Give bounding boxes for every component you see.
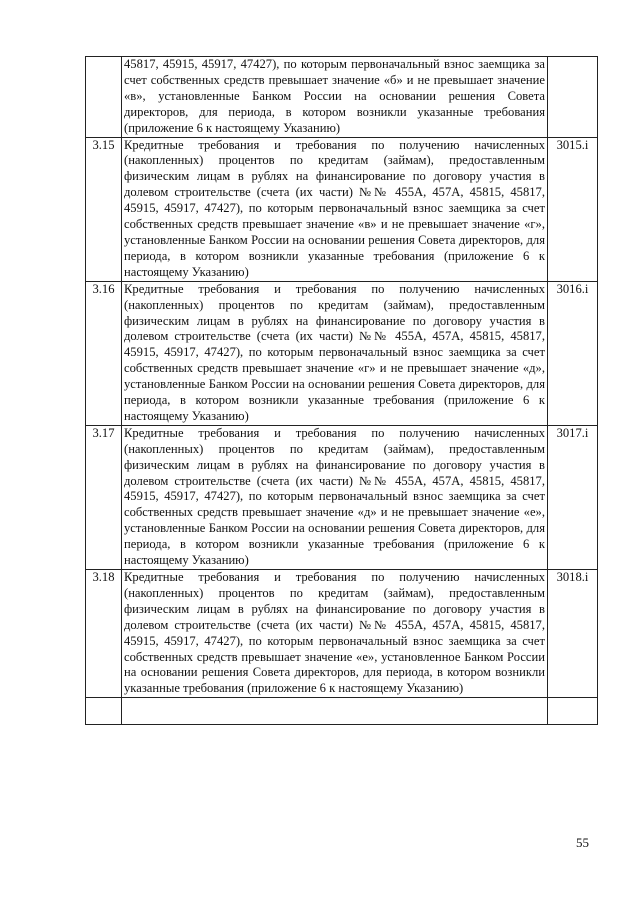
row-code: 3017.i bbox=[548, 425, 598, 569]
row-description: Кредитные требования и требования по получению начисленных (накопленных) процентов по кредитам (займам), предоставленным физическим лицам в рублях на финансирование по договору участия в долевом строительстве (счета (их части) №№ 455А, 457А, 45815, 45817, 45915, 45917, 47427), по которым первоначальный взнос заемщика за счет собственных средств превышает значение «г» и не превышает значение «д», установленные Банком России на основании решения Совета директоров, для периода, в котором возникли указанные требования (приложение 6 к настоящему Указанию) bbox=[122, 281, 548, 425]
row-description: Кредитные требования и требования по получению начисленных (накопленных) процентов по кредитам (займам), предоставленным физическим лицам в рублях на финансирование по договору участия в долевом строительстве (счета (их части) №№ 455А, 457А, 45815, 45817, 45915, 45917, 47427), по которым первоначальный взнос заемщика за счет собственных средств превышает значение «е», установленное Банком России на основании решения Совета директоров, для периода, в котором возникли указанные требования (приложение 6 к настоящему Указанию) bbox=[122, 570, 548, 698]
page-number: 55 bbox=[576, 835, 589, 850]
table-row bbox=[86, 281, 598, 425]
table-empty-row bbox=[86, 698, 598, 725]
row-description: Кредитные требования и требования по получению начисленных (накопленных) процентов по кредитам (займам), предоставленным физическим лицам в рублях на финансирование по договору участия в долевом строительстве (счета (их части) №№ 455А, 457А, 45815, 45817, 45915, 45917, 47427), по которым первоначальный взнос заемщика за счет собственных средств превышает значение «д» и не превышает значение «е», установленные Банком России на основании решения Совета директоров, для периода, в котором возникли указанные требования (приложение 6 к настоящему Указанию) bbox=[122, 425, 548, 569]
table-row bbox=[86, 137, 598, 281]
row-code: 3018.i bbox=[548, 570, 598, 698]
empty-cell bbox=[86, 698, 122, 725]
requirements-table bbox=[85, 56, 598, 725]
table-row bbox=[86, 570, 598, 698]
row-number bbox=[86, 57, 122, 138]
row-number: 3.17 bbox=[86, 425, 122, 569]
row-code: 3015.i bbox=[548, 137, 598, 281]
row-description: 45817, 45915, 45917, 47427), по которым первоначальный взнос заемщика за счет собственных средств превышает значение «б» и не превышает значение «в», установленные Банком России на основании решения Совета директоров, для периода, в котором возникли указанные требования (приложение 6 к настоящему Указанию) bbox=[122, 57, 548, 138]
table-row bbox=[86, 425, 598, 569]
row-number: 3.18 bbox=[86, 570, 122, 698]
row-number: 3.15 bbox=[86, 137, 122, 281]
row-number: 3.16 bbox=[86, 281, 122, 425]
row-description: Кредитные требования и требования по получению начисленных (накопленных) процентов по кредитам (займам), предоставленным физическим лицам в рублях на финансирование по договору участия в долевом строительстве (счета (их части) №№ 455А, 457А, 45815, 45817, 45915, 45917, 47427), по которым первоначальный взнос заемщика за счет собственных средств превышает значение «в» и не превышает значение «г», установленные Банком России на основании решения Совета директоров, для периода, в котором возникли указанные требования (приложение 6 к настоящему Указанию) bbox=[122, 137, 548, 281]
empty-cell bbox=[122, 698, 548, 725]
row-code bbox=[548, 57, 598, 138]
empty-cell bbox=[548, 698, 598, 725]
row-code: 3016.i bbox=[548, 281, 598, 425]
table-row bbox=[86, 57, 598, 138]
